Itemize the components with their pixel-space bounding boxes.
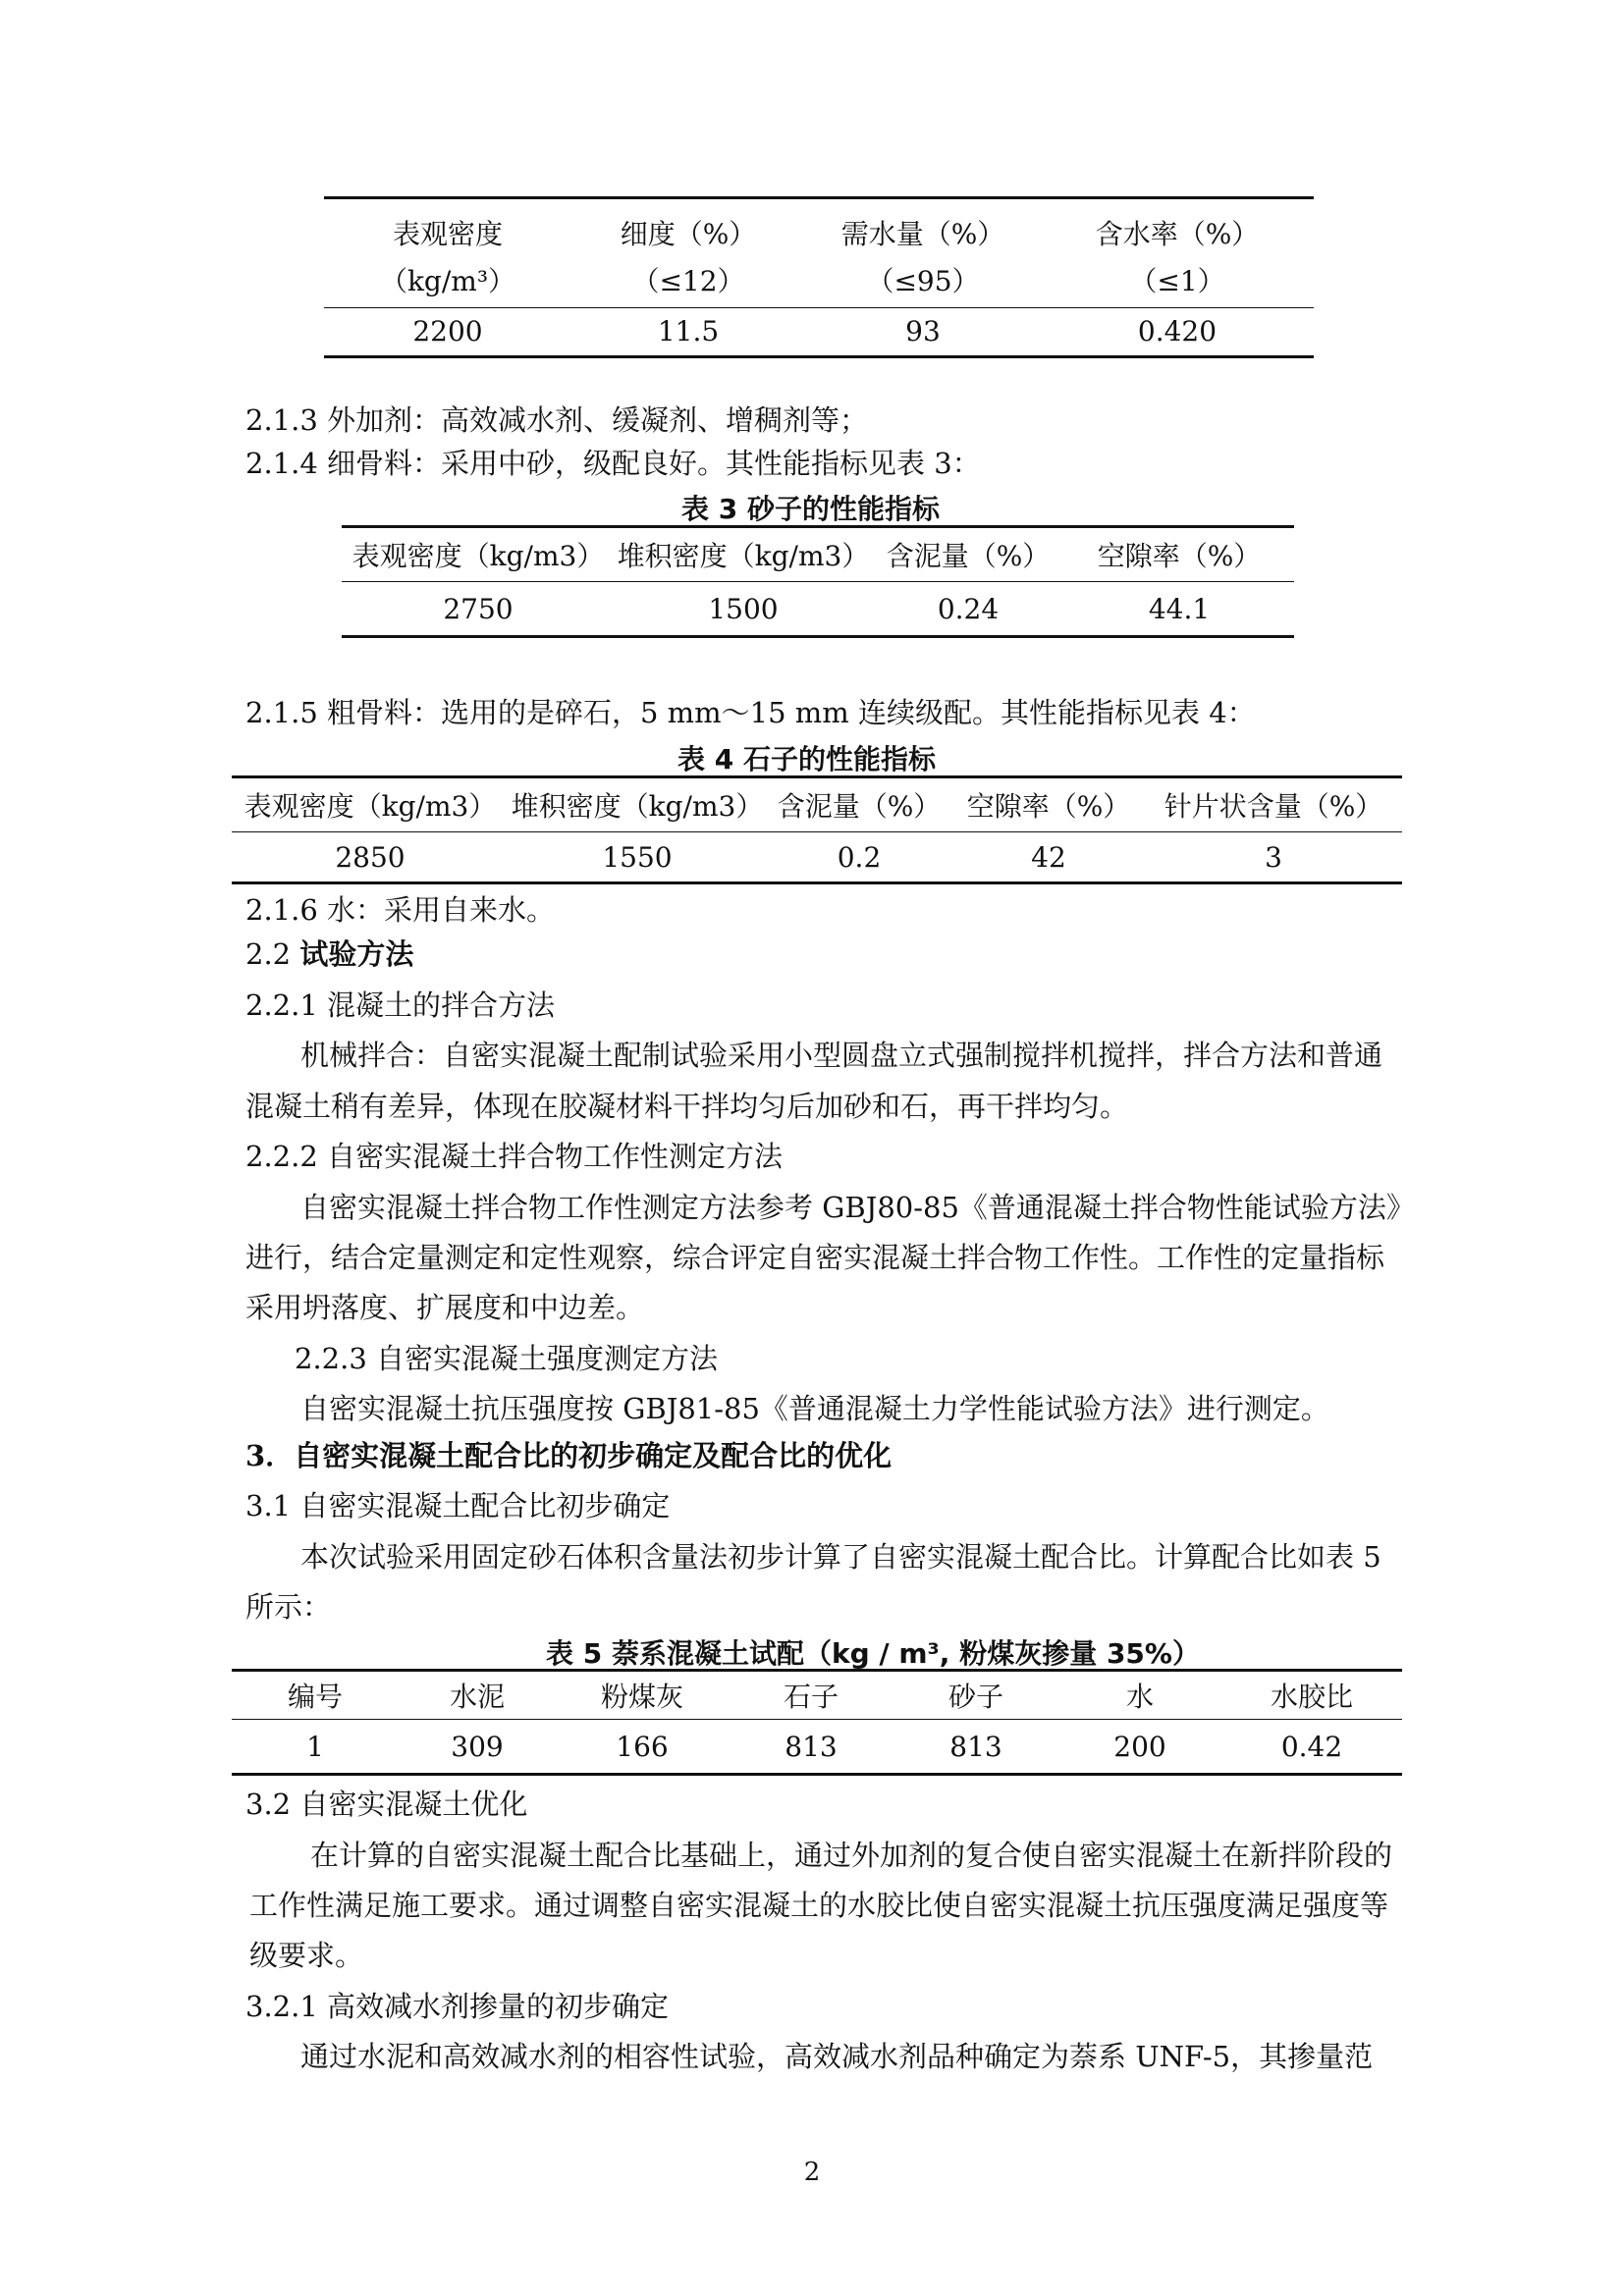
- heading-2-2-2: 2.2.2 自密实混凝土拌合物工作性测定方法: [245, 1140, 784, 1173]
- table-cell: 813: [949, 1730, 1002, 1763]
- heading-3-2-1: 3.2.1 高效减水剂掺量的初步确定: [245, 1990, 670, 2023]
- table-cell: 309: [451, 1730, 504, 1763]
- heading-number: 2.2: [245, 937, 300, 971]
- paragraph-2-1-4: 2.1.4 细骨料：采用中砂，级配良好。其性能指标见表 3：: [245, 447, 981, 480]
- table-cell: 166: [616, 1730, 669, 1763]
- heading-2-2-3: 2.2.3 自密实混凝土强度测定方法: [295, 1342, 719, 1375]
- table-cell: 93: [905, 315, 941, 347]
- table-cell: 0.42: [1280, 1730, 1343, 1763]
- table-header-cell: 水: [1058, 1671, 1221, 1720]
- table-cell: 3: [1265, 840, 1282, 874]
- table-header-cell: （≤12）: [571, 252, 805, 307]
- table-mix-trial: [232, 1669, 1402, 1776]
- table-cell: 200: [1113, 1730, 1166, 1763]
- table-cell: 2750: [443, 592, 514, 625]
- table-header-cell: 空隙率（%）: [952, 777, 1145, 832]
- table-header-cell: 含泥量（%）: [872, 527, 1064, 582]
- table-header-cell: 编号: [232, 1671, 399, 1720]
- heading-2-2-1: 2.2.1 混凝土的拌合方法: [245, 988, 556, 1022]
- table-header-cell: 含水率（%）: [1095, 218, 1260, 250]
- paragraph-3-2-line1: 在计算的自密实混凝土配合比基础上，通过外加剂的复合使自密实混凝土在新拌阶段的: [310, 1839, 1393, 1872]
- paragraph-3-1-line1: 本次试验采用固定砂石体积含量法初步计算了自密实混凝土配合比。计算配合比如表 5: [300, 1540, 1381, 1574]
- paragraph-2-2-2-line2: 进行，结合定量测定和定性观察，综合评定自密实混凝土拌合物工作性。工作性的定量指标: [245, 1241, 1385, 1274]
- paragraph-2-1-5: 2.1.5 粗骨料：选用的是碎石，5 mm～15 mm 连续级配。其性能指标见表 4：: [245, 696, 1256, 729]
- table-sand-properties: [342, 525, 1294, 638]
- table-cell: 2200: [412, 315, 483, 347]
- heading-3: 3．自密实混凝土配合比的初步确定及配合比的优化: [245, 1439, 893, 1472]
- table-cell: 1: [306, 1730, 324, 1763]
- table-header-cell: 水胶比: [1221, 1671, 1402, 1720]
- page-number: 2: [803, 2158, 821, 2187]
- table-header-cell: 含泥量（%）: [766, 777, 952, 832]
- paragraph-2-2-1-line1: 机械拌合：自密实混凝土配制试验采用小型圆盘立式强制搅拌机搅拌，拌合方法和普通: [300, 1039, 1383, 1072]
- paragraph-2-2-2-line3: 采用坍落度、扩展度和中边差。: [245, 1291, 645, 1324]
- table-header-cell: 表观密度: [392, 218, 503, 250]
- table-fly-ash-properties: [324, 196, 1314, 358]
- paragraph-2-2-3: 自密实混凝土抗压强度按 GBJ81-85《普通混凝土力学性能试验方法》进行测定。: [300, 1392, 1329, 1425]
- table-header-cell: 石子: [729, 1671, 893, 1720]
- table-header-cell: 粉煤灰: [556, 1671, 729, 1720]
- heading-text: 试验方法: [299, 937, 414, 971]
- table-header-cell: 细度（%）: [620, 218, 757, 250]
- table5-caption: 表 5 萘系混凝土试配（kg / m³, 粉煤灰掺量 35%）: [546, 1637, 1200, 1670]
- table-cell: 42: [1031, 840, 1066, 874]
- table-header-cell: 砂子: [893, 1671, 1058, 1720]
- paragraph-3-2-1: 通过水泥和高效减水剂的相容性试验，高效减水剂品种确定为萘系 UNF-5，其掺量范: [300, 2040, 1374, 2073]
- table-cell: 1550: [602, 840, 673, 874]
- table-header-cell: 堆积密度（kg/m3）: [509, 777, 766, 832]
- heading-2-2: [245, 934, 413, 974]
- paragraph-3-1-line2: 所示：: [245, 1590, 332, 1624]
- table-header-cell: 需水量（%）: [840, 218, 1005, 250]
- table-cell: 1500: [708, 592, 779, 625]
- table-header-cell: 表观密度（kg/m3）: [232, 777, 509, 832]
- table-cell: 813: [785, 1730, 838, 1763]
- table-header-cell: （≤95）: [805, 252, 1041, 307]
- heading-3-1: 3.1 自密实混凝土配合比初步确定: [245, 1489, 671, 1522]
- table3-caption: 表 3 砂子的性能指标: [681, 493, 940, 525]
- table-gravel-properties: [232, 775, 1402, 884]
- table-cell: 0.2: [837, 840, 882, 874]
- table-cell: 0.24: [937, 592, 1000, 625]
- paragraph-3-2-line3: 级要求。: [249, 1939, 364, 1972]
- table-cell: 11.5: [657, 315, 720, 347]
- paragraph-2-1-3: 2.1.3 外加剂：高效减水剂、缓凝剂、增稠剂等；: [245, 403, 869, 437]
- table-header-cell: 表观密度（kg/m3）: [342, 527, 615, 582]
- table-header-cell: 针片状含量（%）: [1145, 777, 1402, 832]
- table-cell: 2850: [335, 840, 406, 874]
- table-header-cell: 水泥: [399, 1671, 556, 1720]
- paragraph-2-2-2-line1: 自密实混凝土拌合物工作性测定方法参考 GBJ80-85《普通混凝土拌合物性能试验方法》: [300, 1191, 1415, 1224]
- table-header-cell: 堆积密度（kg/m3）: [615, 527, 872, 582]
- table-header-cell: （≤1）: [1041, 252, 1314, 307]
- paragraph-2-2-1-line2: 混凝土稍有差异，体现在胶凝材料干拌均匀后加砂和石，再干拌均匀。: [245, 1090, 1129, 1123]
- paragraph-3-2-line2: 工作性满足施工要求。通过调整自密实混凝土的水胶比使自密实混凝土抗压强度满足强度等: [249, 1889, 1389, 1922]
- paragraph-2-1-6: 2.1.6 水：采用自来水。: [245, 893, 556, 927]
- heading-3-2: 3.2 自密实混凝土优化: [245, 1788, 528, 1821]
- table-cell: 44.1: [1148, 592, 1211, 625]
- table-header-cell: （kg/m³）: [324, 252, 571, 307]
- table4-caption: 表 4 石子的性能指标: [677, 743, 936, 775]
- table-cell: 0.420: [1137, 315, 1218, 347]
- table-header-cell: 空隙率（%）: [1064, 527, 1294, 582]
